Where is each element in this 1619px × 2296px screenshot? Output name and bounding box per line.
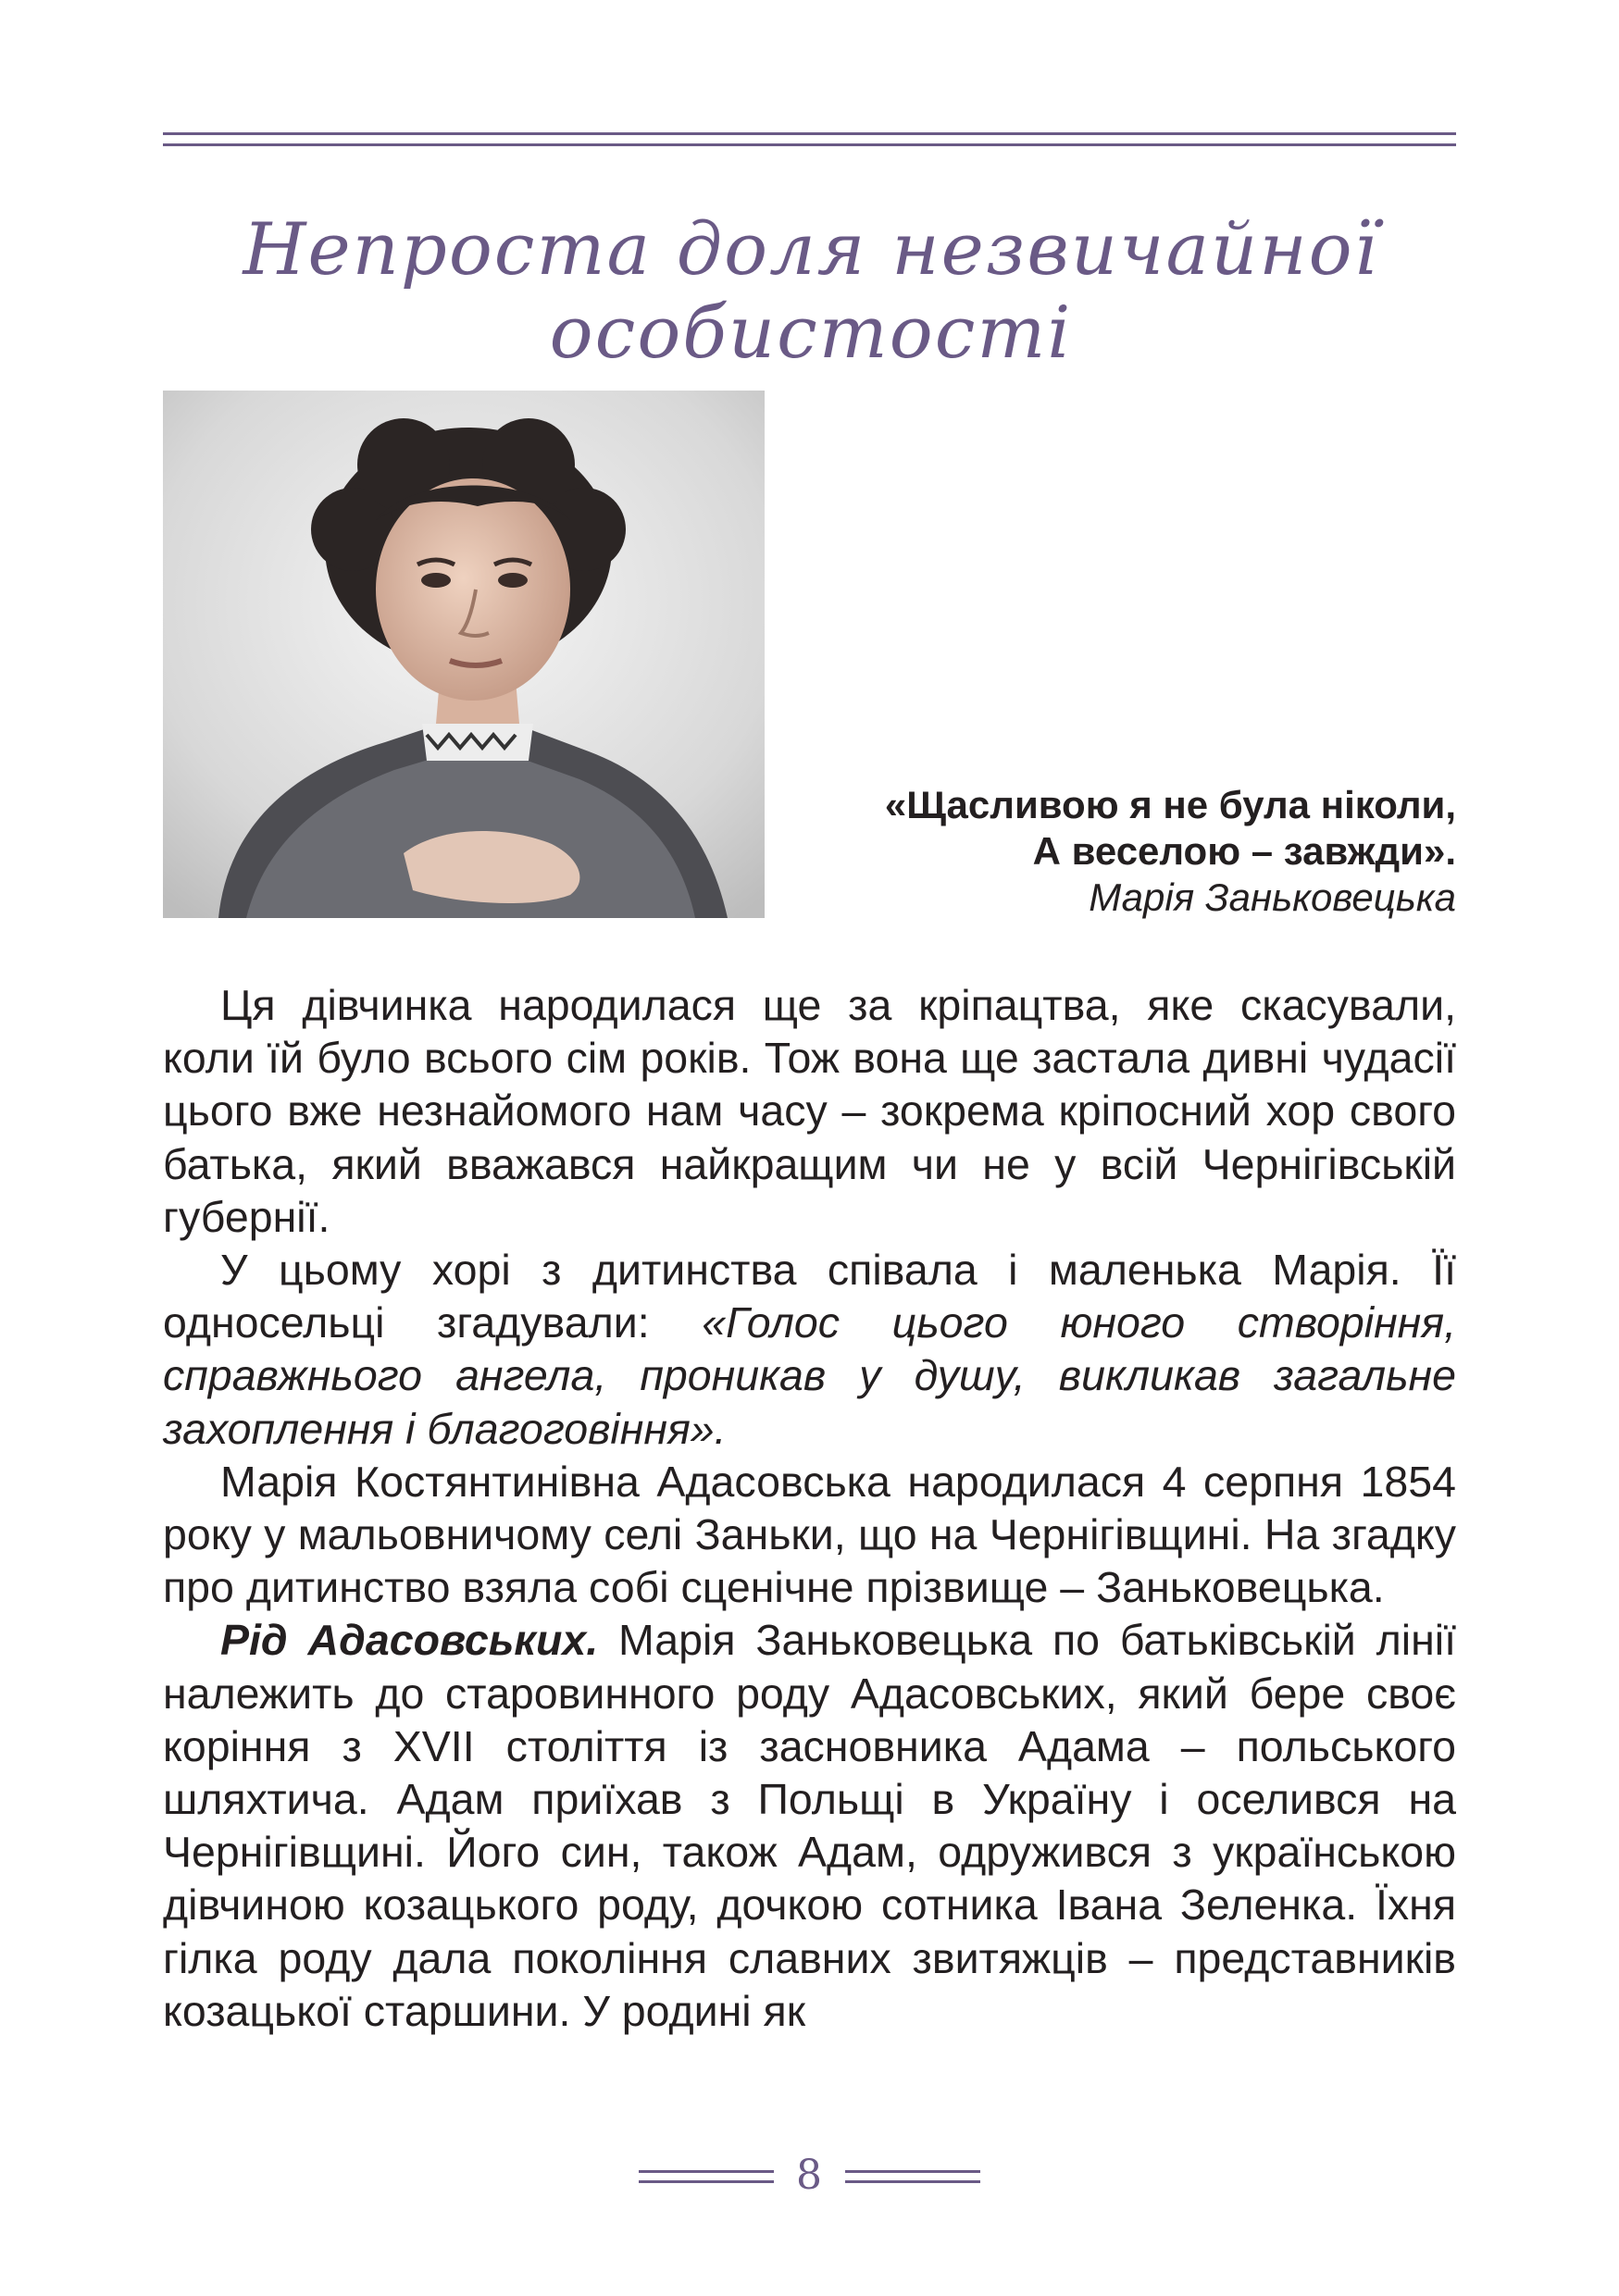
footer-rule-left-lower [639, 2180, 774, 2183]
quote-author: Марія Заньковецька [1089, 875, 1456, 919]
portrait-photo [163, 391, 765, 918]
paragraph-4 [163, 1614, 1456, 2038]
epigraph-quote [753, 782, 1456, 921]
paragraph-2-quote: «Голос цього юного створіння, справжнього ангела, проникав у душу, викликав загальне захоплення і благоговіння». [163, 1298, 1456, 1453]
paragraph-2 [163, 1244, 1456, 1456]
paragraph-4-lead: Рід Адасовських. [220, 1616, 599, 1665]
quote-line-1: «Щасливою я не була ніколи, [884, 783, 1456, 826]
top-rule-upper [163, 132, 1456, 135]
footer-rule-right-upper [845, 2170, 980, 2173]
title-line-2: особистості [549, 292, 1073, 375]
quote-line-2: А веселою – завжди». [1032, 829, 1456, 873]
title-line-1: Непроста доля незвичайної [243, 208, 1379, 292]
paragraph-2-text: У цьому хорі з дитинства співала і маленька Марія. Її односельці згадували: [163, 1246, 1456, 1347]
page-number: 8 [796, 2152, 822, 2199]
portrait-icon [163, 391, 765, 918]
top-rule-lower [163, 143, 1456, 146]
footer-rule-right-lower [845, 2180, 980, 2183]
paragraph-3: Марія Костянтинівна Адасовська народилася 4 серпня 1854 року у мальовничому селі Заньки, що на Чернігівщині. На згадку про дитинство взяла собі сценічне прізвище – Заньковецька. [163, 1457, 1456, 1612]
body-text [163, 979, 1456, 2038]
page-title [163, 208, 1459, 375]
footer-rule-left-upper [639, 2170, 774, 2173]
paragraph-4-text: Марія Заньковецька по батьківській лінії належить до старовинного роду Адасовських, який бере своє коріння з XVII століття із засновника Адама – польського шляхтича. Адам приїхав з Польщі в Україну і оселився на Чернігівщині. Його син, також Адам, одружився з українською дівчиною козацького роду, дочкою сотника Івана Зеленка. Їхня гілка роду дала покоління славних звитяжців – представників козацької старшини. У родині як [163, 1616, 1457, 2035]
paragraph-1: Ця дівчинка народилася ще за кріпацтва, яке скасували, коли їй було всього сім років. Тож вона ще застала дивні чудасії цього вже незнайомого нам часу – зокрема кріпосний хор свого батька, який вважався найкращим чи не у всій Чернігівській губернії. [163, 981, 1456, 1241]
